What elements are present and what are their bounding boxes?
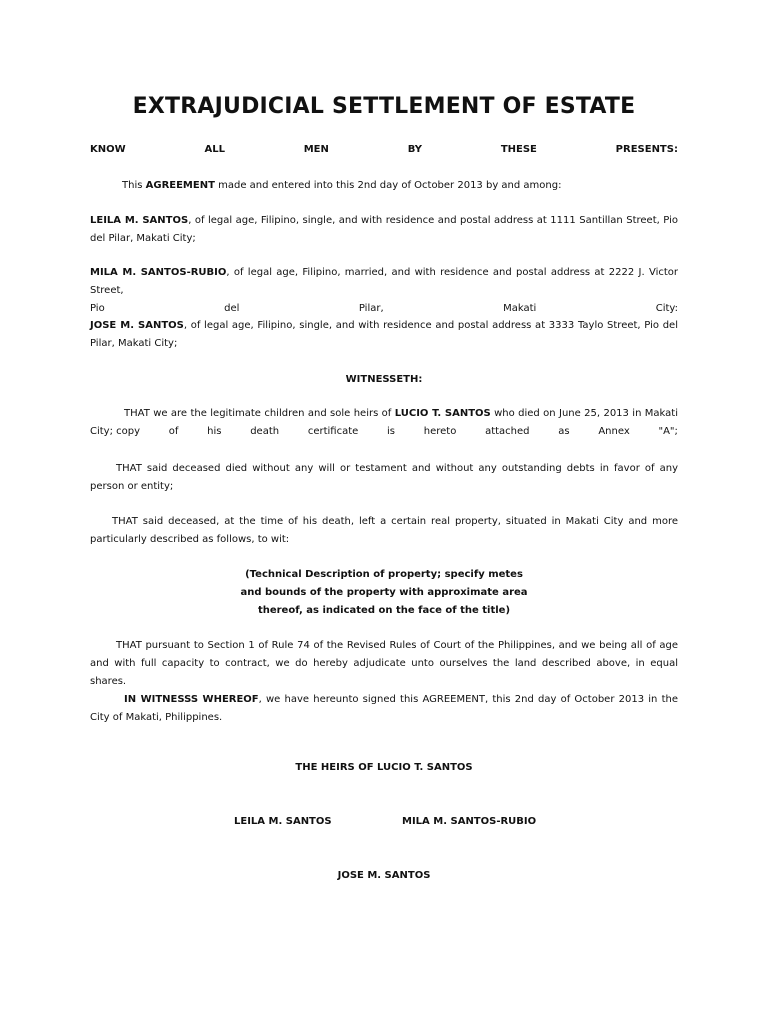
party-name: LEILA M. SANTOS [90,215,189,226]
para-word: his [207,426,222,437]
witnesseth-heading: WITNESSETH: [345,374,423,385]
para-text: who died on June 25, 2013 in Makati [490,408,678,419]
para-text: THAT we are the legitimate children and sole heirs of [124,408,395,419]
intro-pre-text: This [122,180,146,191]
paragraph-in-witness [90,691,678,727]
know-all-men-line [90,141,678,159]
para-word: Annex [598,426,630,437]
tech-desc-line: and bounds of the property with approximate area [240,587,528,598]
know-word: MEN [303,144,329,155]
paragraph-no-will: THAT said deceased died without any will or testament and without any outstanding debts in favor of any person or entity; [90,463,678,492]
witness-text: , we have hereunto signed this AGREEMENT, this 2nd day of October 2013 in the City of Makati, Philippines. [90,694,678,723]
paragraph-real-property: THAT said deceased, at the time of his death, left a certain real property, situated in Makati City and more particularly described as follows, to wit: [90,516,678,545]
document-title: EXTRAJUDICIAL SETTLEMENT OF ESTATE [132,94,636,119]
address-word: City: [655,303,678,314]
know-word: ALL [204,144,225,155]
para-word: hereto [423,426,457,437]
paragraph-adjudication: THAT pursuant to Section 1 of Rule 74 of the Revised Rules of Court of the Philippines, and we being all of age and with full capacity to contract, we do hereby adjudicate unto ourselves the land described above, in equal shares. [90,640,678,687]
know-word: THESE [500,144,537,155]
tech-desc-line: (Technical Description of property; specify metes [245,569,523,580]
party-leila [90,212,678,248]
para-word: "A"; [658,426,678,437]
address-word: Pilar, [358,303,384,314]
para-word: certificate [307,426,359,437]
party-details: , of legal age, Filipino, single, and with residence and postal address at 1111 Santillan Street, Pio del Pilar, Makati City; [90,215,678,244]
paragraph-heirs [90,405,678,441]
party-mila [90,264,678,318]
party-mila-line2 [90,300,678,318]
intro-agreement-word: AGREEMENT [145,180,215,191]
para-word: as [558,426,570,437]
address-word: Pio [90,303,105,314]
party-details: , of legal age, Filipino, single, and with residence and postal address at 3333 Taylo Street, Pio del Pilar, Makati City; [90,320,678,349]
party-mila-line1 [90,264,678,300]
paragraph-heirs-line1 [90,405,678,423]
know-word: BY [407,144,423,155]
decedent-name: LUCIO T. SANTOS [394,408,491,419]
para-word: is [387,426,396,437]
know-word: KNOW [90,144,126,155]
para-word: of [168,426,179,437]
paragraph-heirs-line2 [90,423,678,441]
party-jose [90,317,678,353]
party-details: , of legal age, Filipino, married, and with residence and postal address at 2222 J. Victor Street, [90,267,678,296]
address-word: Makati [503,303,537,314]
party-name: JOSE M. SANTOS [90,320,184,331]
signatory-leila: LEILA M. SANTOS [234,816,332,827]
heirs-heading: THE HEIRS OF LUCIO T. SANTOS [295,762,473,773]
para-word: City; copy [90,426,141,437]
know-word: PRESENTS: [615,144,678,155]
intro-paragraph [90,177,678,195]
technical-description [90,566,678,620]
signatory-mila: MILA M. SANTOS-RUBIO [402,816,537,827]
party-name: MILA M. SANTOS-RUBIO [90,267,227,278]
address-word: del [224,303,240,314]
para-word: death [250,426,280,437]
in-witness-whereof: IN WITNESSS WHEREOF [124,694,259,705]
signatory-jose: JOSE M. SANTOS [337,870,431,881]
tech-desc-line: thereof, as indicated on the face of the title) [257,605,511,616]
para-word: attached [485,426,530,437]
intro-post-text: made and entered into this 2nd day of October 2013 by and among: [214,180,562,191]
